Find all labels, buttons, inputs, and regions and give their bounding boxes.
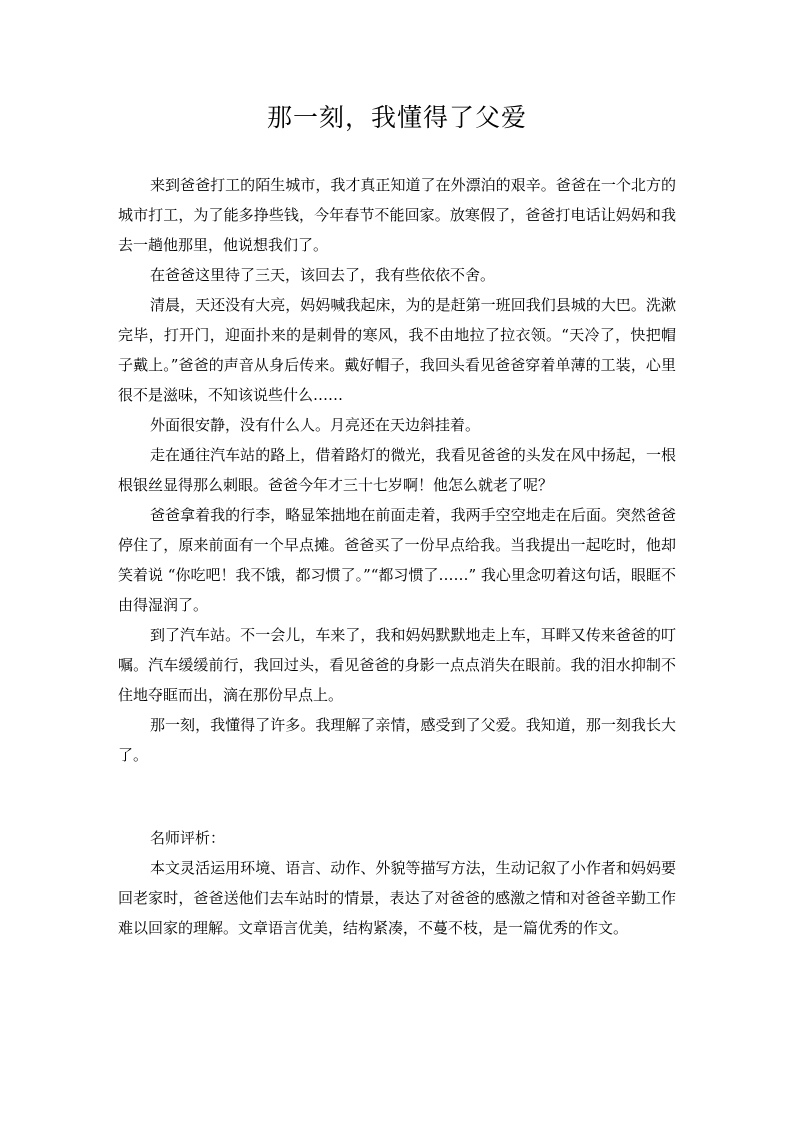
essay-paragraph-1: 来到爸爸打工的陌生城市，我才真正知道了在外漂泊的艰辛。爸爸在一个北方的城市打工，为了能多挣些钱，今年春节不能回家。放寒假了，爸爸打电话让妈妈和我去一趟他那里，他说想我们了。 [118, 176, 676, 254]
commentary-text: 本文灵活运用环境、语言、动作、外貌等描写方法，生动记叙了小作者和妈妈要回老家时，爸爸送他们去车站时的情景，表达了对爸爸的感激之情和对爸爸辛勤工作难以回家的理解。文章语言优美，结构紧凑，不蔓不枝，是一篇优秀的作文。 [118, 859, 676, 937]
essay-paragraph-6: 爸爸拿着我的行李，略显笨拙地在前面走着，我两手空空地走在后面。突然爸爸停住了，原来前面有一个早点摊。爸爸买了一份早点给我。当我提出一起吃时，他却笑着说 “你吃吧！我不饿，都习惯了。”“都习惯了……” 我心里念叨着这句话，眼眶不由得湿润了。 [118, 506, 676, 614]
commentary-heading: 名师评析： [150, 829, 226, 847]
essay-paragraph-7: 到了汽车站。不一会儿，车来了，我和妈妈默默地走上车，耳畔又传来爸爸的叮嘱。汽车缓缓前行，我回过头，看见爸爸的身影一点点消失在眼前。我的泪水抑制不住地夺眶而出，滴在那份早点上。 [118, 626, 676, 704]
essay-paragraph-3: 清晨，天还没有大亮，妈妈喊我起床，为的是赶第一班回我们县城的大巴。洗漱完毕，打开门，迎面扑来的是刺骨的寒风，我不由地拉了拉衣领。“天冷了，快把帽子戴上。”爸爸的声音从身后传来。戴好帽子，我回头看见爸爸穿着单薄的工装，心里很不是滋味，不知该说些什么…… [118, 296, 676, 404]
essay-paragraph-2: 在爸爸这里待了三天，该回去了，我有些依依不舍。 [150, 266, 496, 284]
essay-paragraph-8: 那一刻，我懂得了许多。我理解了亲情，感受到了父爱。我知道，那一刻我长大了。 [118, 716, 676, 764]
essay-body [118, 170, 676, 770]
teacher-commentary [118, 823, 676, 943]
essay-paragraph-5: 走在通往汽车站的路上，借着路灯的微光，我看见爸爸的头发在风中扬起，一根根银丝显得那么刺眼。爸爸今年才三十七岁啊！他怎么就老了呢？ [118, 446, 676, 494]
essay-title: 那一刻，我懂得了父爱 [266, 103, 527, 132]
essay-paragraph-4: 外面很安静，没有什么人。月亮还在天边斜挂着。 [150, 416, 481, 434]
